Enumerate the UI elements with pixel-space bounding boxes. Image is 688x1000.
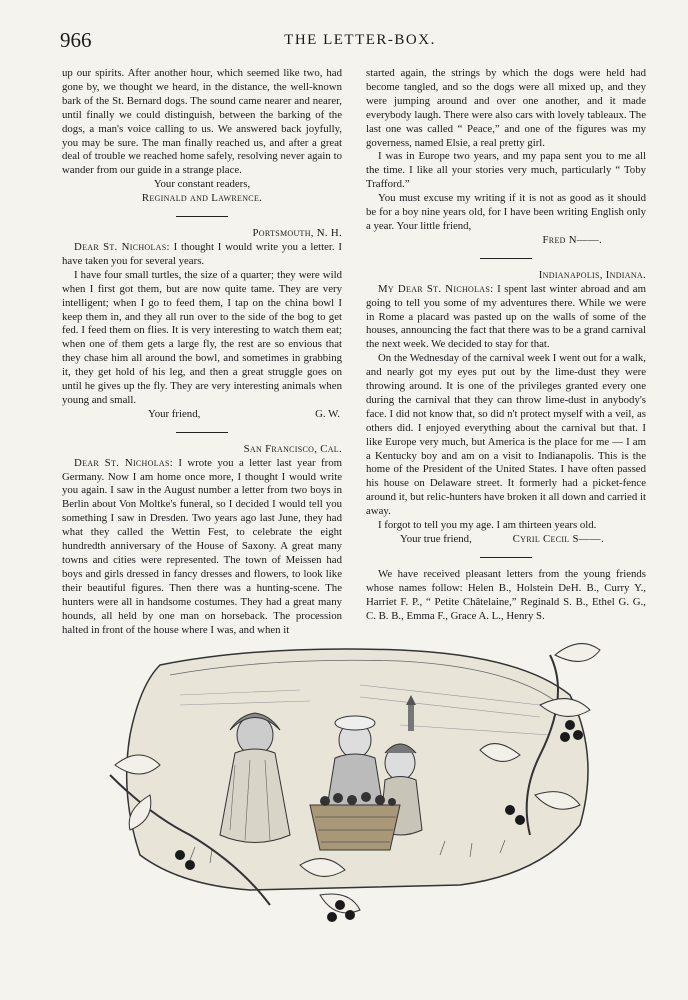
page-header <box>60 28 660 58</box>
letter-salutation: My Dear St. Nicholas: <box>378 282 494 295</box>
section-divider <box>176 432 228 433</box>
letter-continued-text: up our spirits. After another hour, which seemed like two, had gone by, we thought we heard, in the distance, the well-known bark of the St. Bernard dogs. The sound came nearer and nearer, until finally we could distinguish, between the barking of the dogs, a man's voice calling to us. We answered back joyfully, you may be sure. The man finally reached us, and after a great deal of trouble we reached home safely, resolving never again to wander from our guide in a strange place. <box>62 67 342 177</box>
letter-paragraph: I have four small turtles, the size of a quarter; they were wild when I first got them, but are now quite tame. They are very intelligent; when I go to feed them, I tap on the china bowl I keep them in, and they all run over to the side of the bog to get fed. I feed them on flies. It is very interesting to watch them eat; when one of them gets a large fly, the rest are so envious that they chase him all around the bowl, and sometimes in grabbing it, they get hold of his leg, and then a great struggle goes on until he gives up the fly. They are very interesting animals when young and small. <box>62 268 342 406</box>
letter-closing-line <box>366 533 646 547</box>
letter-paragraph: You must excuse my writing if it is not as good as it should be for a boy nine years old, for I have been writing English only a year. Your little friend, <box>366 192 646 232</box>
letter-paragraph: Dear St. Nicholas: I thought I would write you a letter. I have taken you for several years. <box>62 240 342 267</box>
letter-signature: Fred N——. <box>542 233 602 246</box>
letter-salutation: Dear St. Nicholas: <box>74 240 170 253</box>
section-divider <box>480 557 532 558</box>
section-divider <box>480 258 532 259</box>
right-column <box>366 67 646 624</box>
letter-paragraph: I was in Europe two years, and my papa sent you to me all the time. I like all your stories very much, particularly “ Toby Trafford.” <box>366 150 646 191</box>
letter-paragraph: My Dear St. Nicholas: I spent last winter abroad and am going to tell you some of my adventures there. While we were in Rome a placard was pasted up on the walls of some of the houses, announcing the fact that there was to be a grand carnival the next week. We decided to stay for that. <box>366 282 646 351</box>
letter-paragraph: Dear St. Nicholas: I wrote you a letter last year from Germany. Now I am home once more, I thought I would write you again. I saw in the August number a letter from two boys in Berlin about Von Moltke's funeral, so I decided I would tell you something I saw in Dresden. Two years ago last June, they had what they called the Wettin Fest, to celebrate the eight hundredth anniversary of the House of Saxony. A great many towns and cities were represented. The town of Meissen had boys and girls dressed in fancy dresses and flowers, to look like their beautiful figures. Then there was a hunting-scene. The hunters were all in handsome costumes. They had a great many hounds, all held by one man on horseback. The procession halted in front of the house where I was, and when it <box>62 456 343 636</box>
letter-place: San Francisco, Cal. <box>243 442 342 455</box>
letter-signature: Cyril Cecil S——. <box>512 533 604 545</box>
letter-continued-text: started again, the strings by which the dogs were held had become tangled, and so the dogs were all mixed up, and they were jumping around and over one another, and it made everybody laugh. There were also cars with lovely tableaux. The last one was called “ Peace,” and one of the figures was my governess, named Elsie, a real pretty girl. <box>366 67 646 149</box>
letter-signature: G. W. <box>315 407 340 420</box>
letter-salutation: Dear St. Nicholas: <box>74 456 174 469</box>
letter-closing-line <box>62 408 342 422</box>
engraving-children-eating-cherries-icon <box>100 635 620 935</box>
page-number: 966 <box>60 28 92 52</box>
section-divider <box>176 216 228 217</box>
letter-closing: Your constant readers, <box>153 178 251 191</box>
left-column <box>62 67 342 637</box>
letter-paragraph: I forgot to tell you my age. I am thirteen years old. <box>378 519 597 532</box>
acknowledgment-paragraph: We have received pleasant letters from the young friends whose names follow: Helen B., Holstein DeH. B., Curry Y., Harriet F. P., “ Petite Châtelaine,” Reginald S. B., Ethel G. G., C. B. B., Emma F., Grace A. L., Henry S. <box>366 567 646 622</box>
letter-paragraph: On the Wednesday of the carnival week I went out for a walk, and nearly got my eyes put out by the lime-dust they were throwing around. It is one of the privileges granted every one during the carnival that they can throw lime-dust in anybody's face. I did not know that, so did n't protect myself with a veil, as others did. I enjoyed everything about the carnival but that. I like Europe very much, but America is the place for me — I am a Kentucky boy and am on a visit to Indianapolis. This is the home of the President of the United States. I have often passed his house on Delaware street. It formerly had a picket-fence around it, but relic-hunters have broken it all down and carried it away. <box>366 352 646 518</box>
letter-place: Indianapolis, Indiana. <box>538 268 646 281</box>
letter-closing: Your friend, <box>148 407 201 420</box>
letter-place: Portsmouth, N. H. <box>252 227 342 240</box>
letter-closing: Your true friend, <box>400 533 472 545</box>
running-title: THE LETTER-BOX. <box>284 32 436 48</box>
letter-signature: Reginald and Lawrence. <box>141 192 263 205</box>
